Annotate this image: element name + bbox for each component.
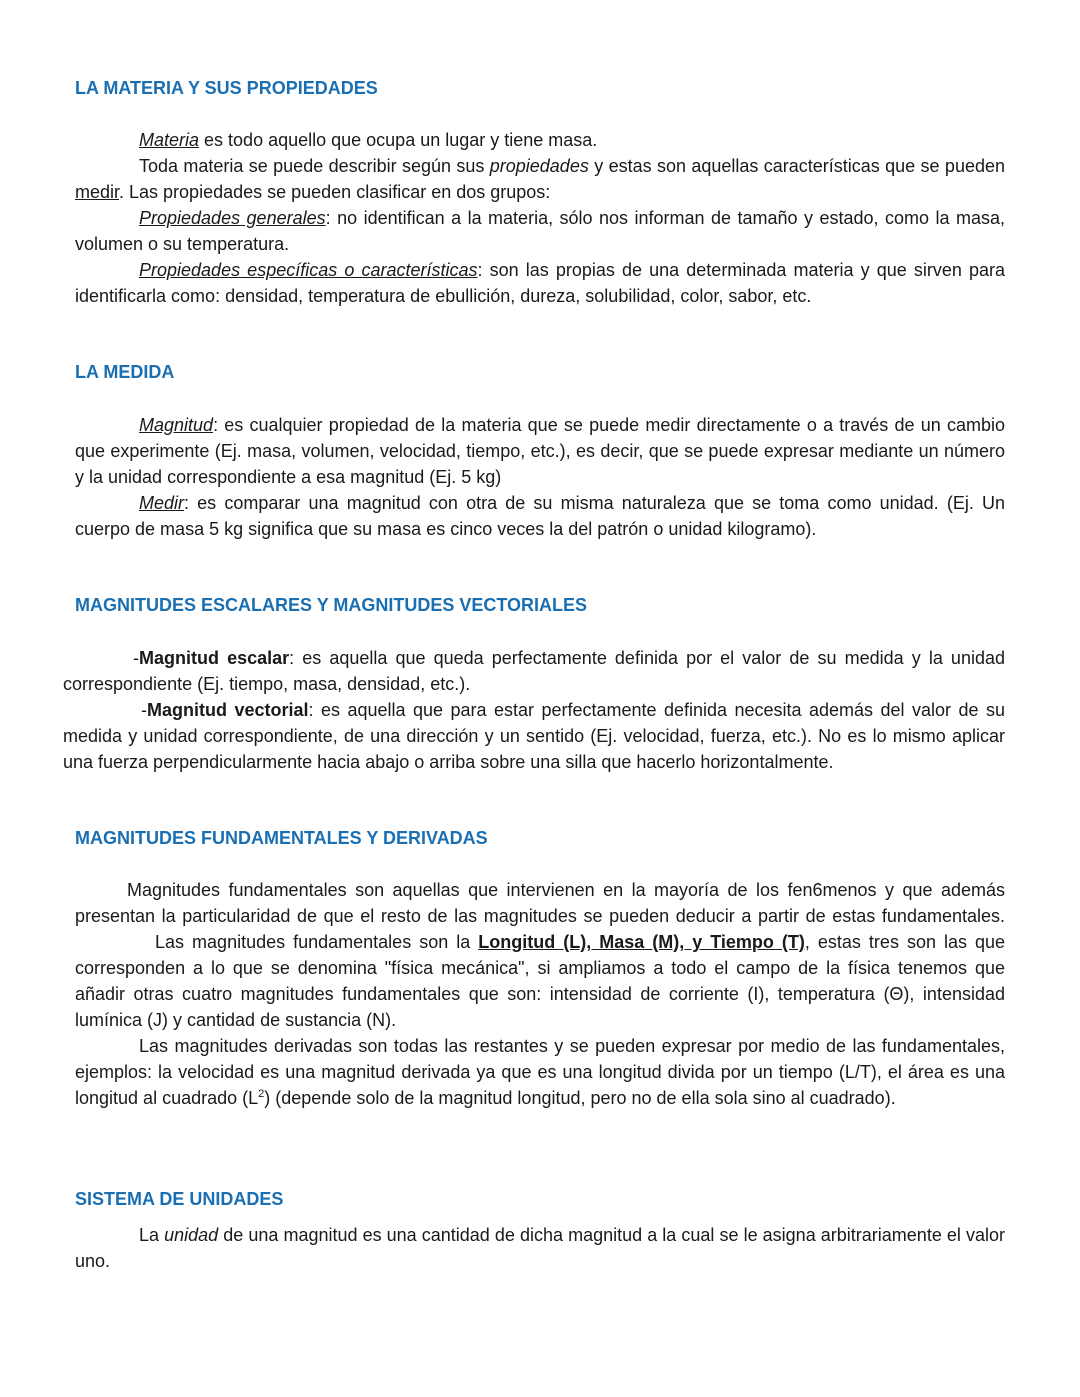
paragraph-magnitud xyxy=(75,412,1005,490)
spacer xyxy=(75,932,155,952)
term-unidad: unidad xyxy=(164,1225,219,1245)
paragraph-magnitud-escalar xyxy=(63,645,1005,697)
term-magnitud: Magnitud xyxy=(139,415,214,435)
paragraph-text: : es comparar una magnitud con otra de su misma naturaleza que se toma como unidad. (Ej. Un cuerpo de masa 5 kg significa que su masa es cinco veces la del patrón o unidad kilogramo). xyxy=(75,493,1005,539)
term-propiedades-especificas: Propiedades específicas o características xyxy=(139,260,478,280)
paragraph-text: La xyxy=(139,1225,165,1245)
paragraph-text: Las magnitudes derivadas son todas las restantes y se pueden expresar por medio de las fundamentales, ejemplos: la velocidad es una magnitud derivada ya que es una longitud divida por un tiempo (L/T), el área es una longitud al cuadrado (L xyxy=(75,1036,1005,1108)
paragraph-text: es todo aquello que ocupa un lugar y tiene masa. xyxy=(199,130,598,150)
superscript: 2 xyxy=(258,1088,265,1100)
term-propiedades-generales: Propiedades generales xyxy=(139,208,326,228)
paragraph-text: : son las propias de una determinada materia y que sirven para identificarla como: densidad, temperatura de ebullición, dureza, solubilidad, color, sabor, etc. xyxy=(75,260,1005,306)
term-magnitud-escalar: Magnitud escalar xyxy=(139,648,290,668)
section-title-sistema-unidades: SISTEMA DE UNIDADES xyxy=(75,1189,284,1209)
paragraph-text: de una magnitud es una cantidad de dicha magnitud a la cual se le asigna arbitrariamente el valor uno. xyxy=(75,1225,1006,1271)
paragraph-text: y estas son aquellas características que se pueden xyxy=(588,156,1005,176)
paragraph-text: Toda materia se puede describir según sus xyxy=(139,156,490,176)
paragraph-text: . Las propiedades se pueden clasificar en dos grupos: xyxy=(119,182,551,202)
term-medir: medir xyxy=(75,182,120,202)
term-fundamentales-list: Longitud (L), Masa (M), y Tiempo (T) xyxy=(478,932,805,952)
paragraph-derivadas xyxy=(75,1033,1005,1111)
paragraph-medir xyxy=(75,490,1005,542)
dash: - xyxy=(141,700,147,720)
paragraph-materia-definition xyxy=(75,127,1005,153)
paragraph-propiedades-generales xyxy=(75,205,1005,257)
paragraph-magnitud-vectorial xyxy=(63,697,1005,775)
paragraph-propiedades-especificas xyxy=(75,257,1005,309)
section-title-escalares-vectoriales: MAGNITUDES ESCALARES Y MAGNITUDES VECTORIALES xyxy=(75,595,588,615)
paragraph-text: ) (depende solo de la magnitud longitud, pero no de ella sola sino al cuadrado). xyxy=(264,1088,896,1108)
paragraph-unidad xyxy=(75,1222,1005,1274)
paragraph-propiedades xyxy=(75,153,1005,205)
paragraph-text: : es aquella que queda perfectamente definida por el valor de su medida y la unidad correspondiente (Ej. tiempo, masa, densidad, etc.). xyxy=(63,648,1005,694)
paragraph-fundamentales xyxy=(75,877,1005,1033)
section-title-materia: LA MATERIA Y SUS PROPIEDADES xyxy=(75,78,378,98)
paragraph-text: , estas tres son las que corresponden a lo que se denomina "física mecánica", si ampliamos a todo el campo de la física tenemos que añadir otras cuatro magnitudes fundamentales que son: intensidad de corriente (I), temperatura (Θ), intensidad lumínica (J) y cantidad de sustancia (N). xyxy=(75,932,1006,1030)
paragraph-text: Magnitudes fundamentales son aquellas que intervienen en la mayoría de los fen6menos y que además presentan la particularidad de que el resto de las magnitudes se pueden deducir a partir de estas fundamentales. xyxy=(75,880,1005,926)
paragraph-text: : es aquella que para estar perfectamente definida necesita además del valor de su medida y unidad correspondiente, de una dirección y un sentido (Ej. velocidad, fuerza, etc.). No es lo mismo aplicar una fuerza perpendicularmente hacia abajo o arriba sobre una silla que hacerlo horizontalmente. xyxy=(63,700,1005,772)
paragraph-text: Las magnitudes fundamentales son la xyxy=(155,932,479,952)
term-propiedades: propiedades xyxy=(489,156,589,176)
paragraph-text: : es cualquier propiedad de la materia que se puede medir directamente o a través de un cambio que experimente (Ej. masa, volumen, velocidad, tiempo, etc.), es decir, que se puede expresar mediante un número y la unidad correspondiente a esa magnitud (Ej. 5 kg) xyxy=(75,415,1005,487)
paragraph-text: : no identifican a la materia, sólo nos informan de tamaño y estado, como la masa, volumen o su temperatura. xyxy=(75,208,1005,254)
section-title-medida: LA MEDIDA xyxy=(75,362,175,382)
section-title-fundamentales-derivadas: MAGNITUDES FUNDAMENTALES Y DERIVADAS xyxy=(75,828,488,848)
term-materia: Materia xyxy=(139,130,200,150)
dash: - xyxy=(133,648,139,668)
term-magnitud-vectorial: Magnitud vectorial xyxy=(147,700,309,720)
term-medir-def: Medir xyxy=(139,493,185,513)
